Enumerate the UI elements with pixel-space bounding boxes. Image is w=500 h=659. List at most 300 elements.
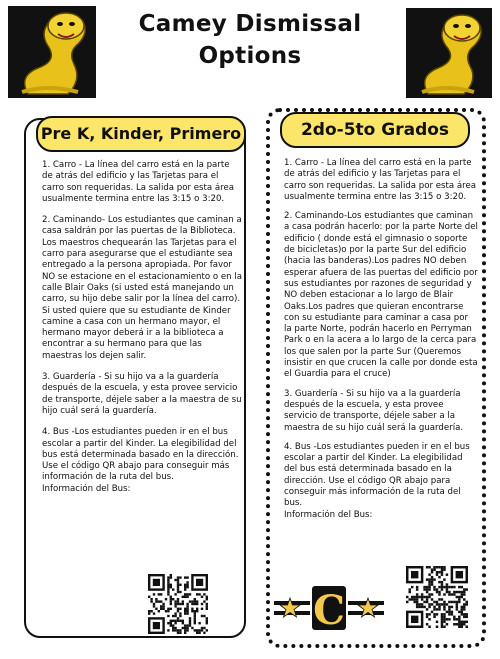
qr-module xyxy=(461,586,463,588)
qr-module xyxy=(466,601,468,603)
qr-module xyxy=(411,571,418,578)
qr-module xyxy=(453,623,455,625)
qr-module xyxy=(186,624,188,626)
qr-module xyxy=(421,606,423,608)
right-item-walking: 2. Caminando-Los estudiantes que caminan a casa podrán hacerlo: por la parte Norte del edificio ( donde está el gimnasio o soporte de bicicletas)o por la parte Sur del edificio (hacia las banderas).Los padres NO deben esperar afuera de las puertas del edificio por sus estudiantes por razones de seguridad y NO deben estacionar a lo largo de Blair Oaks.Los padres que quieran encontrarse con su estudiante para caminar a casa por la parte Norte, podrán hacerlo en Perryman Park o en la acera a lo largo de la cerca para los que salen por la parte Sur (Queremos insistir en que crucen la calle por donde esta el Guardia para el cruce) xyxy=(284,211,478,380)
qr-module xyxy=(179,615,181,617)
qr-module xyxy=(182,622,184,624)
qr-module xyxy=(458,611,460,613)
qr-module xyxy=(177,617,179,619)
qr-module xyxy=(194,615,196,617)
left-column-text xyxy=(42,160,242,505)
qr-module xyxy=(413,598,415,600)
qr-module xyxy=(186,576,188,578)
qr-module xyxy=(206,596,208,598)
qr-module xyxy=(177,576,179,578)
qr-module xyxy=(433,606,435,608)
qr-module xyxy=(441,616,443,618)
qr-module xyxy=(431,583,433,585)
qr-module xyxy=(196,608,198,610)
qr-module xyxy=(436,608,438,610)
qr-module xyxy=(203,615,205,617)
qr-module xyxy=(150,598,152,600)
qr-module xyxy=(451,613,453,615)
qr-module xyxy=(201,627,203,629)
qr-module xyxy=(406,596,408,598)
right-item-daycare: 3. Guardería - Si su hijo va a la guardería después de la escuela, y esta provee servicio de transporte, déjele saber a la maestra de su hijo cuál será la guardería. xyxy=(284,388,464,433)
qr-module xyxy=(433,613,435,615)
qr-module xyxy=(170,600,172,602)
qr-module xyxy=(448,591,450,593)
qr-module xyxy=(436,601,438,603)
qr-module xyxy=(167,610,169,612)
qr-module xyxy=(463,613,465,615)
qr-module xyxy=(184,632,186,634)
qr-module xyxy=(448,613,450,615)
qr-module xyxy=(431,603,433,605)
qr-module xyxy=(453,601,455,603)
qr-module xyxy=(194,620,196,622)
qr-module xyxy=(428,603,430,605)
logo-letter: C xyxy=(313,587,345,634)
qr-module xyxy=(189,617,191,619)
qr-module xyxy=(206,603,208,605)
qr-module xyxy=(206,629,208,631)
qr-module xyxy=(433,586,435,588)
qr-module xyxy=(186,603,188,605)
qr-module xyxy=(451,606,453,608)
qr-module xyxy=(155,608,157,610)
qr-module xyxy=(448,608,450,610)
qr-module xyxy=(443,603,445,605)
qr-module xyxy=(428,618,430,620)
qr-module xyxy=(438,566,440,568)
qr-module xyxy=(167,579,169,581)
qr-module xyxy=(174,627,176,629)
qr-module xyxy=(416,588,418,590)
qr-module xyxy=(433,601,435,603)
qr-module xyxy=(446,586,448,588)
qr-module xyxy=(431,593,433,595)
qr-module xyxy=(433,568,435,570)
qr-module xyxy=(411,586,413,588)
qr-module xyxy=(458,591,460,593)
qr-module xyxy=(426,623,428,625)
qr-module xyxy=(184,576,186,578)
qr-module xyxy=(456,571,463,578)
qr-module xyxy=(184,610,186,612)
qr-module xyxy=(436,621,438,623)
qr-module xyxy=(172,620,174,622)
qr-module xyxy=(436,588,438,590)
qr-module xyxy=(179,591,181,593)
qr-module xyxy=(174,593,176,595)
qr-module xyxy=(428,583,430,585)
qr-module xyxy=(177,581,179,583)
qr-module xyxy=(456,623,458,625)
qr-code-icon[interactable] xyxy=(406,566,468,628)
qr-module xyxy=(451,586,453,588)
qr-module xyxy=(411,616,418,623)
qr-module xyxy=(466,626,468,628)
qr-module xyxy=(179,612,181,614)
qr-module xyxy=(438,576,440,578)
qr-module xyxy=(148,612,150,614)
qr-module xyxy=(463,588,465,590)
qr-module xyxy=(456,601,458,603)
qr-module xyxy=(461,613,463,615)
qr-module xyxy=(441,566,443,568)
qr-module xyxy=(451,593,453,595)
title-line-1: Camey Dismissal xyxy=(138,11,362,37)
qr-module xyxy=(448,618,450,620)
qr-module xyxy=(438,606,440,608)
left-item-car: 1. Carro - La línea del carro está en la parte de atrás del edificio y las Tarjetas para el carro son requeridas. La salida por esta área usualmente termina entre las 3:15 o 3:20. xyxy=(42,160,235,204)
qr-module xyxy=(463,608,465,610)
qr-module xyxy=(416,593,418,595)
qr-module xyxy=(446,611,448,613)
qr-module xyxy=(194,622,196,624)
qr-module xyxy=(184,588,186,590)
qr-module xyxy=(167,629,169,631)
qr-module xyxy=(431,571,433,573)
qr-module xyxy=(416,603,418,605)
qr-module xyxy=(426,586,428,588)
qr-module xyxy=(428,626,430,628)
qr-module xyxy=(184,596,186,598)
qr-module xyxy=(167,576,169,578)
qr-module xyxy=(421,596,423,598)
qr-module xyxy=(443,606,445,608)
qr-module xyxy=(426,566,428,568)
qr-module xyxy=(428,596,430,598)
qr-module xyxy=(194,600,196,602)
qr-module xyxy=(167,586,169,588)
qr-module xyxy=(182,620,184,622)
qr-module xyxy=(413,601,415,603)
qr-module xyxy=(461,626,463,628)
qr-module xyxy=(174,600,176,602)
qr-module xyxy=(438,593,440,595)
qr-module xyxy=(206,617,208,619)
qr-module xyxy=(182,603,184,605)
qr-module xyxy=(184,629,186,631)
qr-module xyxy=(428,593,430,595)
qr-module xyxy=(453,591,455,593)
qr-module xyxy=(448,606,450,608)
qr-module xyxy=(155,600,157,602)
qr-module xyxy=(184,593,186,595)
qr-module xyxy=(191,627,193,629)
qr-module xyxy=(201,615,203,617)
qr-module xyxy=(428,578,430,580)
qr-module xyxy=(453,586,455,588)
qr-module xyxy=(443,621,445,623)
qr-module xyxy=(443,613,445,615)
qr-module xyxy=(203,600,205,602)
qr-module xyxy=(458,586,460,588)
qr-module xyxy=(177,588,179,590)
qr-module xyxy=(451,601,453,603)
qr-module xyxy=(446,618,448,620)
qr-module xyxy=(446,623,448,625)
qr-module xyxy=(456,591,458,593)
title-line-2: Options xyxy=(198,43,302,69)
qr-module xyxy=(431,576,433,578)
qr-code-icon[interactable] xyxy=(148,574,208,634)
qr-module xyxy=(431,578,433,580)
qr-module xyxy=(179,629,181,631)
qr-module xyxy=(426,588,428,590)
qr-module xyxy=(184,612,186,614)
qr-module xyxy=(170,574,172,576)
qr-module xyxy=(160,608,162,610)
qr-module xyxy=(438,586,440,588)
qr-module xyxy=(167,593,169,595)
qr-module xyxy=(441,586,443,588)
qr-module xyxy=(153,603,155,605)
qr-module xyxy=(174,603,176,605)
qr-module xyxy=(466,616,468,618)
qr-module xyxy=(423,596,425,598)
qr-module xyxy=(418,606,420,608)
qr-module xyxy=(196,603,198,605)
qr-module xyxy=(158,600,160,602)
qr-module xyxy=(426,578,428,580)
qr-module xyxy=(411,596,413,598)
qr-module xyxy=(177,584,179,586)
qr-module xyxy=(162,608,164,610)
qr-module xyxy=(428,588,430,590)
left-heading: Pre K, Kinder, Primero xyxy=(36,116,246,152)
qr-module xyxy=(160,593,162,595)
qr-module xyxy=(421,598,423,600)
qr-module xyxy=(186,584,188,586)
qr-module xyxy=(443,618,445,620)
qr-module xyxy=(458,598,460,600)
qr-module xyxy=(458,601,460,603)
qr-module xyxy=(446,588,448,590)
qr-module xyxy=(179,632,181,634)
qr-module xyxy=(170,622,172,624)
qr-module xyxy=(162,605,164,607)
qr-module xyxy=(438,591,440,593)
qr-module xyxy=(443,586,445,588)
qr-module xyxy=(158,593,160,595)
qr-module xyxy=(461,593,463,595)
qr-module xyxy=(423,601,425,603)
qr-module xyxy=(438,598,440,600)
qr-module xyxy=(153,605,155,607)
qr-module xyxy=(172,598,174,600)
left-item-bus xyxy=(42,427,242,495)
left-item-daycare: 3. Guardería - Si su hijo va a la guardería después de la escuela, y esta provee servicio de transporte, déjele saber a la maestra de su hijo cuál será la guardería. xyxy=(42,372,242,416)
qr-module xyxy=(441,571,443,573)
qr-module xyxy=(436,613,438,615)
qr-module xyxy=(423,586,425,588)
qr-module xyxy=(177,632,179,634)
qr-module xyxy=(438,603,440,605)
qr-module xyxy=(167,581,169,583)
qr-module xyxy=(431,611,433,613)
qr-module xyxy=(461,606,463,608)
qr-module xyxy=(177,603,179,605)
left-bus-text: 4. Bus -Los estudiantes pueden ir en el bus escolar a partir del Kinder. La elegibilidad del bus está determinada basado en la dirección. Use el código QR abajo para conseguir más información de la ruta del bus. xyxy=(42,427,239,483)
qr-module xyxy=(191,608,193,610)
qr-module xyxy=(172,624,174,626)
qr-module xyxy=(179,608,181,610)
qr-module xyxy=(174,629,176,631)
qr-module xyxy=(186,593,188,595)
qr-module xyxy=(186,596,188,598)
qr-module xyxy=(463,621,465,623)
qr-module xyxy=(416,586,418,588)
qr-module xyxy=(201,603,203,605)
right-heading: 2do-5to Grados xyxy=(280,112,470,148)
qr-module xyxy=(179,584,181,586)
qr-module xyxy=(167,591,169,593)
qr-module xyxy=(206,608,208,610)
qr-module xyxy=(189,624,191,626)
qr-module xyxy=(446,573,448,575)
qr-module xyxy=(433,588,435,590)
qr-module xyxy=(177,608,179,610)
qr-module xyxy=(443,616,445,618)
qr-module xyxy=(194,610,196,612)
qr-module xyxy=(186,612,188,614)
qr-module xyxy=(167,588,169,590)
qr-module xyxy=(461,591,463,593)
qr-module xyxy=(463,593,465,595)
qr-module xyxy=(428,586,430,588)
qr-module xyxy=(174,605,176,607)
cobra-mascot-icon xyxy=(8,6,96,98)
qr-module xyxy=(428,613,430,615)
qr-module xyxy=(174,579,176,581)
qr-module xyxy=(150,610,152,612)
qr-module xyxy=(189,593,191,595)
qr-module xyxy=(153,593,155,595)
qr-module xyxy=(206,605,208,607)
qr-module xyxy=(441,568,443,570)
qr-module xyxy=(463,598,465,600)
qr-module xyxy=(179,620,181,622)
qr-module xyxy=(441,603,443,605)
qr-module xyxy=(411,598,413,600)
qr-module xyxy=(463,606,465,608)
qr-module xyxy=(153,612,155,614)
qr-module xyxy=(463,623,465,625)
qr-module xyxy=(458,621,460,623)
qr-module xyxy=(191,600,193,602)
qr-module xyxy=(466,613,468,615)
qr-module xyxy=(170,608,172,610)
qr-module xyxy=(201,608,203,610)
qr-module xyxy=(421,593,423,595)
qr-module xyxy=(196,632,198,634)
qr-module xyxy=(148,596,150,598)
qr-module xyxy=(426,598,428,600)
qr-module xyxy=(201,629,203,631)
qr-module xyxy=(167,584,169,586)
qr-module xyxy=(463,591,465,593)
qr-module xyxy=(184,584,186,586)
qr-module xyxy=(201,596,203,598)
qr-module xyxy=(182,600,184,602)
qr-module xyxy=(423,588,425,590)
qr-module xyxy=(423,606,425,608)
qr-module xyxy=(458,618,460,620)
qr-module xyxy=(160,605,162,607)
right-bus-text: 4. Bus -Los estudiantes pueden ir en el bus escolar a partir del Kinder. La elegibilidad del bus está determinada basado en la dirección. Use el código QR abajo para conseguir más información de la ruta del bus. xyxy=(284,441,470,509)
qr-module xyxy=(177,620,179,622)
qr-module xyxy=(198,632,200,634)
qr-module xyxy=(431,568,433,570)
qr-module xyxy=(167,615,169,617)
qr-module xyxy=(170,620,172,622)
qr-module xyxy=(421,603,423,605)
qr-module xyxy=(153,622,160,629)
qr-module xyxy=(167,622,169,624)
qr-module xyxy=(456,603,458,605)
qr-module xyxy=(198,629,200,631)
qr-module xyxy=(428,581,430,583)
qr-module xyxy=(456,608,458,610)
qr-module xyxy=(179,576,181,578)
qr-module xyxy=(431,581,433,583)
qr-module xyxy=(177,586,179,588)
qr-module xyxy=(191,610,193,612)
qr-module xyxy=(158,610,160,612)
qr-module xyxy=(436,603,438,605)
qr-module xyxy=(186,605,188,607)
qr-module xyxy=(461,596,463,598)
qr-module xyxy=(458,626,460,628)
qr-module xyxy=(416,606,418,608)
right-item-car: 1. Carro - La línea del carro está en la parte de atrás del edificio y las Tarjetas para el carro son requeridas. La salida por esta área usualmente termina entre las 3:15 o 3:20. xyxy=(284,158,477,202)
qr-module xyxy=(194,629,196,631)
qr-module xyxy=(194,612,196,614)
qr-module xyxy=(433,578,435,580)
qr-module xyxy=(418,596,420,598)
qr-module xyxy=(443,601,445,603)
qr-module xyxy=(170,584,172,586)
qr-module xyxy=(428,606,430,608)
qr-module xyxy=(165,598,167,600)
qr-module xyxy=(408,588,410,590)
qr-module xyxy=(198,622,200,624)
qr-module xyxy=(196,579,203,586)
qr-module xyxy=(174,622,176,624)
qr-module xyxy=(177,598,179,600)
qr-module xyxy=(177,600,179,602)
qr-module xyxy=(436,571,438,573)
qr-module xyxy=(186,586,188,588)
qr-module xyxy=(184,586,186,588)
qr-module xyxy=(461,611,463,613)
qr-module xyxy=(433,616,435,618)
qr-module xyxy=(203,593,205,595)
camey-c-star-logo xyxy=(274,582,384,634)
qr-module xyxy=(170,624,172,626)
qr-module xyxy=(446,591,448,593)
qr-module xyxy=(441,588,443,590)
qr-module xyxy=(184,624,186,626)
qr-module xyxy=(179,603,181,605)
qr-module xyxy=(461,608,463,610)
qr-module xyxy=(182,596,184,598)
qr-module xyxy=(189,600,191,602)
